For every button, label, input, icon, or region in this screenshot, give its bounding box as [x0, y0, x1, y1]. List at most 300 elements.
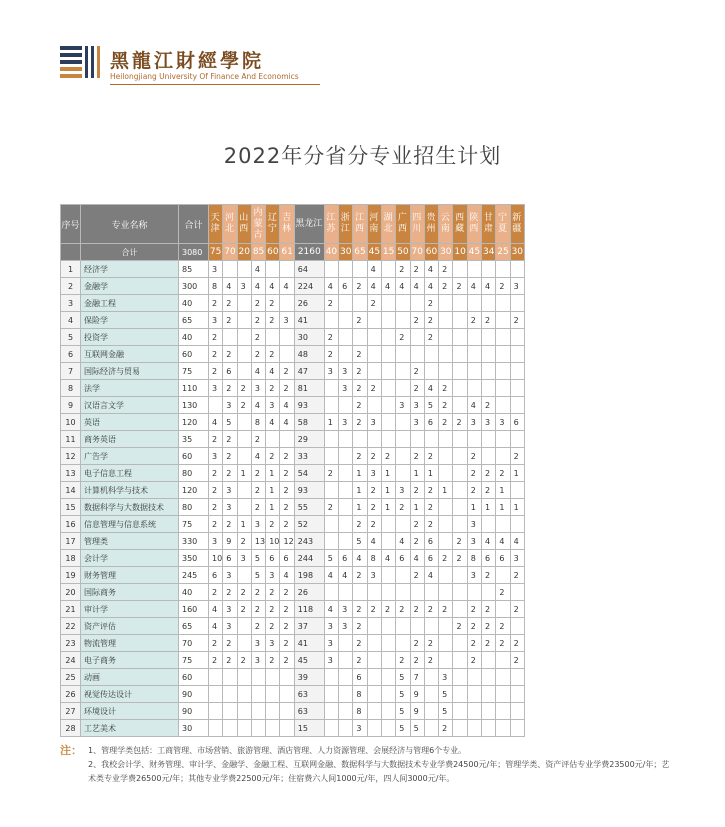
row-province-quota [467, 295, 481, 312]
row-province-quota [482, 261, 496, 278]
row-province-quota: 2 [453, 414, 467, 431]
row-major-name: 审计学 [81, 601, 179, 618]
row-province-quota [324, 584, 338, 601]
row-province-quota [496, 652, 510, 669]
row-province-quota [381, 669, 395, 686]
row-province-quota [381, 652, 395, 669]
row-province-quota: 3 [339, 380, 353, 397]
row-province-quota: 3 [467, 533, 481, 550]
row-province-quota [467, 669, 481, 686]
row-major-name: 计算机科学与技术 [81, 482, 179, 499]
row-total: 160 [179, 601, 209, 618]
row-province-quota: 1 [353, 465, 367, 482]
row-province-quota: 2 [266, 295, 280, 312]
province-total: 85 [251, 244, 265, 261]
row-province-quota: 2 [424, 635, 438, 652]
row-province-quota [209, 397, 223, 414]
row-province-quota: 2 [237, 397, 251, 414]
row-total: 35 [179, 431, 209, 448]
row-province-quota [266, 720, 280, 737]
row-total: 65 [179, 618, 209, 635]
row-province-quota: 2 [353, 363, 367, 380]
row-province-quota [439, 312, 453, 329]
row-province-quota [339, 669, 353, 686]
row-province-quota: 2 [209, 465, 223, 482]
row-seq: 6 [61, 346, 81, 363]
row-province-quota [339, 465, 353, 482]
row-province-quota [381, 414, 395, 431]
row-province-quota [453, 261, 467, 278]
province-total: 70 [410, 244, 424, 261]
header-province: 内蒙古 [251, 205, 265, 244]
row-province-quota [339, 295, 353, 312]
row-province-quota [237, 414, 251, 431]
row-province-quota [396, 380, 410, 397]
row-province-quota [424, 669, 438, 686]
row-province-quota: 3 [266, 567, 280, 584]
row-province-quota: 2 [367, 499, 381, 516]
row-province-quota: 2 [237, 601, 251, 618]
row-province-quota: 3 [251, 652, 265, 669]
row-major-name: 保险学 [81, 312, 179, 329]
row-province-quota [396, 567, 410, 584]
row-province-quota: 1 [467, 499, 481, 516]
row-province-quota [453, 397, 467, 414]
row-major-name: 金融工程 [81, 295, 179, 312]
row-province-quota [324, 533, 338, 550]
row-province-quota [324, 261, 338, 278]
row-province-quota [237, 567, 251, 584]
row-province-quota [339, 397, 353, 414]
row-province-quota [396, 465, 410, 482]
row-major-name: 电子信息工程 [81, 465, 179, 482]
row-province-quota: 3 [367, 567, 381, 584]
row-province-quota: 244 [294, 550, 324, 567]
row-seq: 22 [61, 618, 81, 635]
row-province-quota: 2 [280, 618, 294, 635]
row-province-quota [339, 431, 353, 448]
row-province-quota: 2 [439, 414, 453, 431]
row-province-quota: 52 [294, 516, 324, 533]
row-major-name: 环境设计 [81, 703, 179, 720]
row-province-quota: 93 [294, 482, 324, 499]
row-province-quota: 6 [209, 567, 223, 584]
row-province-quota: 2 [223, 380, 237, 397]
row-province-quota: 1 [266, 499, 280, 516]
row-province-quota [396, 584, 410, 601]
row-province-quota: 2 [367, 295, 381, 312]
row-province-quota [339, 635, 353, 652]
row-province-quota [482, 363, 496, 380]
row-province-quota [482, 584, 496, 601]
row-province-quota: 13 [251, 533, 265, 550]
row-province-quota: 8 [353, 703, 367, 720]
row-province-quota [266, 703, 280, 720]
logo-emblem-icon [60, 44, 102, 84]
row-province-quota: 3 [339, 618, 353, 635]
row-province-quota: 2 [496, 465, 510, 482]
row-total: 30 [179, 720, 209, 737]
totals-seq-cell [61, 244, 81, 261]
row-province-quota: 2 [223, 652, 237, 669]
table-row [61, 465, 525, 482]
row-province-quota: 2 [266, 516, 280, 533]
row-province-quota [439, 584, 453, 601]
row-province-quota: 2 [209, 499, 223, 516]
header-total: 合计 [179, 205, 209, 244]
row-province-quota [339, 703, 353, 720]
row-total: 120 [179, 414, 209, 431]
row-province-quota: 2 [367, 482, 381, 499]
row-province-quota: 2 [453, 618, 467, 635]
row-province-quota [439, 567, 453, 584]
row-province-quota [237, 295, 251, 312]
row-province-quota: 2 [482, 635, 496, 652]
row-province-quota: 2 [424, 295, 438, 312]
row-province-quota [381, 397, 395, 414]
row-province-quota: 1 [353, 499, 367, 516]
row-province-quota: 2 [424, 482, 438, 499]
row-province-quota: 3 [266, 397, 280, 414]
row-province-quota [510, 261, 524, 278]
row-province-quota [439, 295, 453, 312]
row-province-quota: 1 [510, 465, 524, 482]
row-province-quota: 2 [467, 482, 481, 499]
row-seq: 11 [61, 431, 81, 448]
row-province-quota: 3 [209, 448, 223, 465]
row-province-quota [324, 720, 338, 737]
province-total: 60 [424, 244, 438, 261]
row-province-quota: 6 [424, 414, 438, 431]
row-province-quota [381, 431, 395, 448]
table-row [61, 618, 525, 635]
row-province-quota: 2 [410, 601, 424, 618]
row-province-quota [237, 448, 251, 465]
row-province-quota: 3 [209, 312, 223, 329]
row-province-quota: 3 [324, 652, 338, 669]
row-province-quota: 2 [353, 346, 367, 363]
row-province-quota: 3 [209, 261, 223, 278]
row-province-quota [381, 363, 395, 380]
row-province-quota: 3 [353, 720, 367, 737]
row-province-quota: 5 [396, 720, 410, 737]
row-province-quota: 2 [482, 618, 496, 635]
row-province-quota [339, 312, 353, 329]
row-province-quota [482, 669, 496, 686]
row-province-quota [396, 431, 410, 448]
row-total: 75 [179, 652, 209, 669]
row-province-quota [353, 584, 367, 601]
row-province-quota [482, 329, 496, 346]
row-province-quota [439, 499, 453, 516]
row-major-name: 视觉传达设计 [81, 686, 179, 703]
province-total: 75 [209, 244, 223, 261]
row-province-quota: 3 [467, 414, 481, 431]
row-seq: 23 [61, 635, 81, 652]
row-province-quota: 81 [294, 380, 324, 397]
row-total: 245 [179, 567, 209, 584]
row-province-quota: 2 [280, 652, 294, 669]
row-seq: 18 [61, 550, 81, 567]
row-province-quota: 2 [266, 448, 280, 465]
row-province-quota [324, 431, 338, 448]
row-province-quota: 2 [367, 448, 381, 465]
table-row [61, 295, 525, 312]
row-province-quota: 1 [482, 499, 496, 516]
page-title: 2022年分省分专业招生计划 [223, 144, 502, 168]
row-total: 60 [179, 346, 209, 363]
row-province-quota: 6 [339, 550, 353, 567]
row-seq: 25 [61, 669, 81, 686]
header-province: 西藏 [453, 205, 467, 244]
row-province-quota [410, 295, 424, 312]
row-province-quota [467, 329, 481, 346]
row-province-quota [453, 295, 467, 312]
table-row [61, 448, 525, 465]
row-province-quota [381, 346, 395, 363]
row-seq: 3 [61, 295, 81, 312]
row-province-quota [367, 686, 381, 703]
row-province-quota [424, 686, 438, 703]
row-total: 40 [179, 295, 209, 312]
row-province-quota [280, 329, 294, 346]
row-province-quota: 9 [410, 703, 424, 720]
row-total: 65 [179, 312, 209, 329]
row-province-quota [251, 720, 265, 737]
row-seq: 2 [61, 278, 81, 295]
row-province-quota: 1 [381, 499, 395, 516]
row-province-quota [496, 669, 510, 686]
row-province-quota: 6 [223, 363, 237, 380]
row-province-quota [496, 380, 510, 397]
row-province-quota [510, 346, 524, 363]
row-province-quota [510, 431, 524, 448]
row-province-quota: 3 [223, 482, 237, 499]
row-province-quota [453, 482, 467, 499]
row-province-quota: 2 [410, 261, 424, 278]
row-province-quota: 2 [251, 431, 265, 448]
row-province-quota: 4 [324, 278, 338, 295]
note-item-1: 1、管理学类包括：工商管理、市场营销、旅游管理、酒店管理、人力资源管理、会展经济与管理6个专业。 [88, 746, 467, 755]
row-province-quota [381, 516, 395, 533]
row-province-quota [439, 533, 453, 550]
table-row [61, 584, 525, 601]
row-province-quota: 5 [396, 703, 410, 720]
row-major-name: 会计学 [81, 550, 179, 567]
header-seq: 序号 [61, 205, 81, 244]
row-province-quota [510, 720, 524, 737]
row-province-quota: 8 [467, 550, 481, 567]
row-major-name: 资产评估 [81, 618, 179, 635]
row-province-quota: 1 [237, 465, 251, 482]
row-province-quota: 2 [237, 584, 251, 601]
province-total: 20 [237, 244, 251, 261]
table-row [61, 278, 525, 295]
row-seq: 1 [61, 261, 81, 278]
row-province-quota: 1 [324, 414, 338, 431]
row-province-quota [453, 669, 467, 686]
row-province-quota: 2 [510, 601, 524, 618]
row-province-quota: 4 [223, 278, 237, 295]
row-province-quota [424, 584, 438, 601]
row-province-quota: 2 [353, 601, 367, 618]
row-province-quota: 5 [424, 397, 438, 414]
row-province-quota [209, 669, 223, 686]
row-seq: 10 [61, 414, 81, 431]
row-province-quota: 3 [339, 414, 353, 431]
header-province: 广西 [396, 205, 410, 244]
row-province-quota: 1 [266, 482, 280, 499]
row-province-quota [496, 516, 510, 533]
row-province-quota: 2 [482, 465, 496, 482]
row-province-quota [482, 380, 496, 397]
row-province-quota [396, 448, 410, 465]
row-province-quota [510, 703, 524, 720]
row-province-quota [237, 363, 251, 380]
table-row [61, 397, 525, 414]
row-province-quota [381, 533, 395, 550]
row-province-quota: 2 [223, 431, 237, 448]
row-province-quota [467, 703, 481, 720]
table-row [61, 414, 525, 431]
row-province-quota [353, 261, 367, 278]
row-province-quota: 3 [251, 635, 265, 652]
header-province: 四川 [410, 205, 424, 244]
row-province-quota [453, 499, 467, 516]
row-province-quota: 2 [209, 346, 223, 363]
row-province-quota: 2 [280, 482, 294, 499]
row-province-quota: 3 [410, 414, 424, 431]
row-province-quota [266, 669, 280, 686]
row-province-quota [410, 584, 424, 601]
row-province-quota [339, 329, 353, 346]
row-province-quota [324, 397, 338, 414]
row-province-quota: 4 [467, 397, 481, 414]
row-province-quota: 2 [266, 346, 280, 363]
row-province-quota [381, 584, 395, 601]
row-province-quota [280, 720, 294, 737]
row-province-quota: 2 [266, 584, 280, 601]
row-province-quota: 5 [396, 669, 410, 686]
row-province-quota [367, 703, 381, 720]
row-province-quota: 2 [237, 652, 251, 669]
row-province-quota: 4 [209, 601, 223, 618]
row-total: 75 [179, 363, 209, 380]
row-province-quota: 2 [496, 618, 510, 635]
row-province-quota [353, 329, 367, 346]
table-row [61, 686, 525, 703]
row-province-quota [237, 482, 251, 499]
row-province-quota: 2 [209, 295, 223, 312]
row-province-quota: 2 [266, 618, 280, 635]
header-province: 宁夏 [496, 205, 510, 244]
province-total: 40 [324, 244, 338, 261]
row-seq: 28 [61, 720, 81, 737]
row-province-quota [424, 703, 438, 720]
row-province-quota: 243 [294, 533, 324, 550]
row-province-quota: 2 [237, 380, 251, 397]
totals-label: 合计 [81, 244, 179, 261]
row-province-quota: 2 [482, 567, 496, 584]
row-major-name: 国际商务 [81, 584, 179, 601]
row-province-quota [482, 652, 496, 669]
row-province-quota [453, 312, 467, 329]
logo-english-name: Heilongjiang University Of Finance And Economics [110, 72, 299, 81]
row-province-quota: 2 [223, 346, 237, 363]
row-province-quota [467, 686, 481, 703]
row-province-quota [453, 567, 467, 584]
row-province-quota: 2 [251, 482, 265, 499]
province-total: 10 [453, 244, 467, 261]
row-province-quota: 3 [467, 516, 481, 533]
header-province: 湖北 [381, 205, 395, 244]
row-province-quota: 4 [339, 567, 353, 584]
row-province-quota: 2 [251, 312, 265, 329]
row-province-quota: 2 [467, 448, 481, 465]
row-province-quota: 2 [482, 397, 496, 414]
row-province-quota: 2 [396, 329, 410, 346]
row-province-quota: 2 [223, 635, 237, 652]
row-province-quota: 33 [294, 448, 324, 465]
row-province-quota: 63 [294, 703, 324, 720]
row-province-quota: 3 [482, 414, 496, 431]
row-province-quota: 4 [424, 278, 438, 295]
row-province-quota: 2 [280, 516, 294, 533]
row-province-quota [482, 431, 496, 448]
province-total: 30 [339, 244, 353, 261]
row-province-quota [496, 703, 510, 720]
row-province-quota: 8 [209, 278, 223, 295]
row-province-quota [209, 686, 223, 703]
row-province-quota: 2 [266, 380, 280, 397]
row-province-quota [280, 669, 294, 686]
row-province-quota: 41 [294, 312, 324, 329]
row-province-quota: 3 [510, 278, 524, 295]
row-province-quota [510, 295, 524, 312]
row-province-quota: 1 [410, 465, 424, 482]
row-province-quota: 2 [424, 516, 438, 533]
row-province-quota [439, 465, 453, 482]
row-province-quota [453, 448, 467, 465]
row-province-quota [209, 720, 223, 737]
row-province-quota [353, 295, 367, 312]
row-province-quota: 2 [510, 567, 524, 584]
row-province-quota: 64 [294, 261, 324, 278]
table-row [61, 550, 525, 567]
row-province-quota: 47 [294, 363, 324, 380]
row-province-quota: 5 [251, 567, 265, 584]
row-seq: 15 [61, 499, 81, 516]
row-province-quota: 3 [223, 397, 237, 414]
row-province-quota [510, 669, 524, 686]
row-province-quota: 93 [294, 397, 324, 414]
row-seq: 7 [61, 363, 81, 380]
row-province-quota [381, 380, 395, 397]
row-province-quota: 6 [223, 550, 237, 567]
row-seq: 26 [61, 686, 81, 703]
row-province-quota [381, 686, 395, 703]
row-province-quota: 10 [209, 550, 223, 567]
row-province-quota: 2 [280, 465, 294, 482]
row-province-quota: 3 [209, 380, 223, 397]
province-total: 34 [482, 244, 496, 261]
row-province-quota [510, 397, 524, 414]
row-province-quota: 5 [324, 550, 338, 567]
row-province-quota [439, 346, 453, 363]
row-total: 330 [179, 533, 209, 550]
row-major-name: 信息管理与信息系统 [81, 516, 179, 533]
row-province-quota: 2 [280, 448, 294, 465]
